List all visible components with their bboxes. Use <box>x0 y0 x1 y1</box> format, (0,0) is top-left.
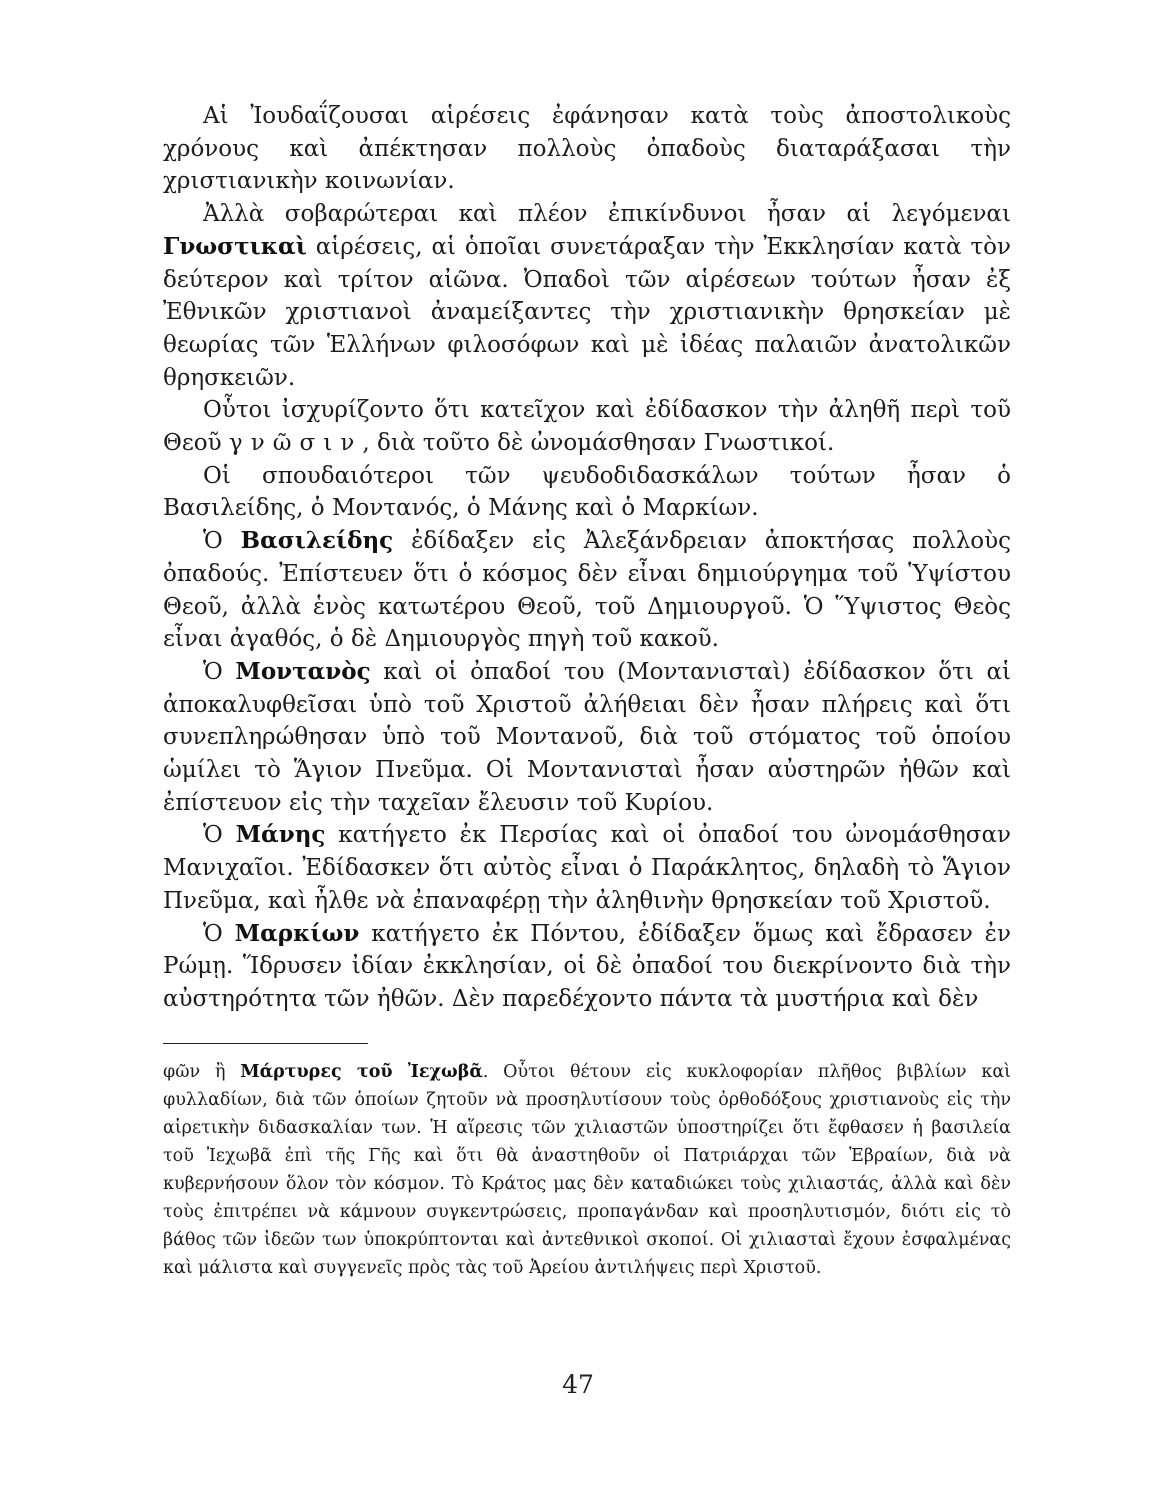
bold-term: Μάνης <box>235 821 326 849</box>
paragraph-text: Οἱ σπουδαιότεροι τῶν ψευδοδιδασκάλων τούτων ἦσαν ὁ Βασιλείδης, ὁ Μοντανός, ὁ Μάνης καὶ ὁ Μαρκίων. <box>163 462 1011 522</box>
paragraph-gnostic-heresies <box>163 198 1011 394</box>
bold-term: Μάρτυρες τοῦ Ἰεχωβᾶ <box>240 1061 483 1082</box>
paragraph-text: Ὁ <box>203 528 241 555</box>
footnote-divider <box>163 1043 368 1044</box>
paragraph-text: καὶ οἱ ὀπαδοί του (Μοντανισταὶ) ἐδίδασκον ὅτι αἱ ἀποκαλυφθεῖσαι ὑπὸ τοῦ Χριστοῦ ἀλήθειαι δὲν ἦσαν πλήρεις καὶ ὅτι συνεπληρώθησαν ὑπὸ τοῦ Μοντανοῦ, διὰ τοῦ στόματος τοῦ ὁποίου ὡμίλει τὸ Ἅγιον Πνεῦμα. Οἱ Μοντανισταὶ ἦσαν αὐστηρῶν ἠθῶν καὶ ἐπίστευον εἰς τὴν ταχεῖαν ἔλευσιν τοῦ Κυρίου. <box>163 658 1012 816</box>
page-content <box>163 100 1011 1282</box>
paragraph-text: Ὁ <box>203 920 235 947</box>
paragraph-text: Ὁ <box>203 658 236 685</box>
footnote <box>163 1058 1011 1282</box>
spaced-term: γνῶσιν <box>228 430 363 457</box>
page-number: 47 <box>562 1370 594 1399</box>
paragraph-gnosis <box>163 394 1011 459</box>
footnote-text <box>163 1058 1011 1282</box>
paragraph-text: Ὁ <box>203 822 236 849</box>
paragraph-mani <box>163 819 1011 917</box>
footnote-text-rest: . Οὗτοι θέτουν εἰς κυκλοφορίαν πλῆθος βιβλίων καὶ φυλλαδίων, διὰ τῶν ὁποίων ζητοῦν νὰ προσηλυτίσουν τοὺς ὀρθοδόξους χριστιανοὺς εἰς τὴν αἱρετικὴν διδασκαλίαν των. Ἡ αἵρεσις τῶν χιλιαστῶν ὑποστηρίζει ὅτι ἔφθασεν ἡ βασιλεία τοῦ Ἰεχωβᾶ ἐπὶ τῆς Γῆς καὶ ὅτι θὰ ἀναστηθοῦν οἱ Πατριάρχαι τῶν Ἑβραίων, διὰ νὰ κυβερνήσουν ὅλον τὸν κόσμον. Τὸ Κράτος μας δὲν καταδιώκει τοὺς χιλιαστάς, ἀλλὰ καὶ δὲν τοὺς ἐπιτρέπει νὰ κάμνουν συγκεντρώσεις, προπαγάνδαν καὶ προσηλυτισμόν, διότι εἰς τὸ βάθος τῶν ἰδεῶν των ὑποκρύπτονται καὶ ἀντεθνικοὶ σκοποί. Οἱ χιλιασταὶ ἔχουν ἐσφαλμένας καὶ μάλιστα καὶ συγγενεῖς πρὸς τὰς τοῦ Ἀρείου ἀντιλήψεις περὶ Χριστοῦ. <box>163 1061 1011 1278</box>
paragraph-text: κατήγετο ἐκ Περσίας καὶ οἱ ὀπαδοί του ὠνομάσθησαν Μανιχαῖοι. Ἐδίδασκεν ὅτι αὐτὸς εἶναι ὁ Παράκλητος, δηλαδὴ τὸ Ἅγιον Πνεῦμα, καὶ ἦλθε νὰ ἐπαναφέρῃ τὴν ἀληθινὴν θρησκείαν τοῦ Χριστοῦ. <box>163 822 1011 914</box>
bold-term: Γνωστικαὶ <box>163 232 307 260</box>
paragraph-text: ἐδίδαξεν εἰς Ἀλεξάνδρειαν ἀποκτήσας πολλοὺς ὀπαδούς. Ἐπίστευεν ὅτι ὁ κόσμος δὲν εἶναι δημιούργημα τοῦ Ὑψίστου Θεοῦ, ἀλλὰ ἑνὸς κατωτέρου Θεοῦ, τοῦ Δημιουργοῦ. Ὁ Ὕψιστος Θεὸς εἶναι ἀγαθός, ὁ δὲ Δημιουργὸς πηγὴ τοῦ κακοῦ. <box>163 528 1012 653</box>
bold-term: Μοντανὸς <box>235 657 371 685</box>
paragraph-judaizing-heresies <box>163 100 1011 198</box>
bold-term: Βασιλείδης <box>240 527 394 555</box>
paragraph-montanus <box>163 656 1011 820</box>
main-text <box>163 100 1011 1016</box>
paragraph-marcion <box>163 918 1011 1016</box>
paragraph-basilides <box>163 525 1011 656</box>
bold-term: Μαρκίων <box>234 919 360 947</box>
paragraph-text: κατήγετο ἐκ Πόντου, ἐδίδαξεν ὅμως καὶ ἔδρασεν ἐν Ρώμῃ. Ἵδρυσεν ἰδίαν ἐκκλησίαν, οἱ δὲ ὀπαδοί του διεκρίνοντο διὰ τὴν αὐστηρότητα τῶν ἠθῶν. Δὲν παρεδέχοντο πάντα τὰ μυστήρια καὶ δὲν <box>163 920 1012 1012</box>
paragraph-text: αἱρέσεις, αἱ ὁποῖαι συνετάραξαν τὴν Ἐκκλησίαν κατὰ τὸν δεύτερον καὶ τρίτον αἰῶνα. Ὀπαδοὶ τῶν αἱρέσεων τούτων ἦσαν ἐξ Ἐθνικῶν χριστιανοὶ ἀναμείξαντες τὴν χριστιανικὴν θρησκείαν μὲ θεωρίας τῶν Ἑλλήνων φιλοσόφων καὶ μὲ ἰδέας παλαιῶν ἀνατολικῶν θρησκειῶν. <box>163 233 1011 391</box>
paragraph-text: Ἀλλὰ σοβαρώτεραι καὶ πλέον ἐπικίνδυνοι ἦσαν αἱ λεγόμεναι <box>203 201 1011 228</box>
paragraph-text: Οὗτοι ἰσχυρίζοντο ὅτι κατεῖχον καὶ ἐδίδασκον τὴν ἀληθῆ περὶ τοῦ Θεοῦ <box>163 397 1011 457</box>
footnote-text-start: φῶν ἢ <box>163 1061 241 1082</box>
paragraph-text: , διὰ τοῦτο δὲ ὠνομάσθησαν Γνωστικοί. <box>362 430 835 457</box>
paragraph-false-teachers <box>163 460 1011 525</box>
paragraph-text: Αἱ Ἰουδαΐζουσαι αἱρέσεις ἐφάνησαν κατὰ τοὺς ἀποστολικοὺς χρόνους καὶ ἀπέκτησαν πολλοὺς ὀπαδοὺς διαταράξασαι τὴν χριστιανικὴν κοινωνίαν. <box>163 103 1011 195</box>
